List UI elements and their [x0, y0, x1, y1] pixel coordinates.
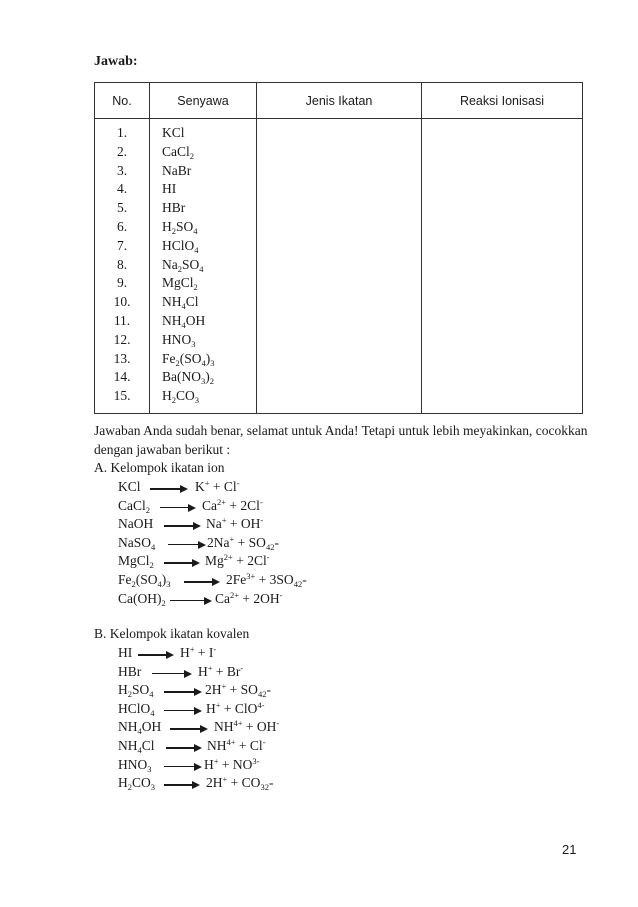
equation-products: $NH^{4+} + OH^-$	[214, 718, 280, 735]
page-heading: Jawab:	[94, 54, 138, 69]
equation-products: Na+ + OH-	[206, 515, 264, 532]
ionization-cell	[422, 143, 582, 162]
equation-reactant: KCl	[118, 479, 141, 494]
compound-formula: HBr	[162, 200, 186, 216]
equation-reactant: HI	[118, 645, 133, 660]
equation-reactant: NaSO$_4$	[118, 534, 156, 552]
bond-type-cell	[257, 350, 421, 369]
reaction-arrow-icon	[168, 544, 206, 546]
reaction-arrow-icon	[170, 728, 208, 730]
bond-type-cell	[257, 162, 421, 181]
reaction-arrow-icon	[164, 562, 200, 564]
bond-type-cell	[257, 368, 421, 387]
no-column	[95, 119, 150, 414]
equation-reactant: $H_2SO_4$	[118, 682, 154, 700]
ionization-cell	[422, 331, 582, 350]
row-number: 1.	[116, 125, 128, 140]
ionization-cell	[422, 350, 582, 369]
equation-reactant: $H_2CO_3$	[118, 775, 156, 793]
row-number: 9.	[116, 275, 128, 291]
equation-products: $NH^{4+} + Cl^-$	[207, 736, 266, 753]
equation-reactant: $Fe_2(SO_4)_3$	[118, 571, 171, 589]
equation-products: $2Na^+ + SO_{42}-$	[207, 533, 279, 552]
table-body-row	[95, 119, 583, 414]
row-number: 6.	[116, 218, 128, 234]
page-number: 21	[562, 842, 577, 857]
section-b-title: B. Kelompok ikatan kovalen	[94, 626, 250, 641]
section-a-title: A. Kelompok ikatan ion	[94, 460, 225, 475]
equation-reactant: $NH_4OH$	[118, 719, 162, 737]
bond-type-column	[257, 119, 422, 414]
row-number: 5.	[116, 200, 128, 216]
compound-formula: $NH_4OH$	[162, 312, 206, 330]
row-number: 15.	[113, 388, 131, 404]
row-number: 10.	[113, 294, 131, 310]
compound-formula: $Ba(NO_3)_2$	[162, 369, 214, 387]
bond-type-cell	[257, 237, 421, 256]
reaction-arrow-icon	[150, 488, 188, 490]
equation-products: H+ + Br-	[198, 662, 244, 679]
equation-reactant: $HNO_3$	[118, 756, 152, 774]
compound-formula: NaBr	[162, 162, 192, 178]
row-number: 8.	[116, 256, 128, 272]
equation-products: $Mg^{2+} + 2Cl^-$	[205, 552, 270, 569]
compound-formula: CaCl$_2$	[162, 143, 195, 161]
equation-products: $2Fe^{3+} + 3SO_{42}-$	[226, 570, 307, 589]
row-number: 13.	[113, 350, 131, 366]
reaction-arrow-icon	[164, 710, 202, 712]
header-ionization: Reaksi Ionisasi	[422, 83, 583, 119]
bond-type-cell	[257, 331, 421, 350]
compound-formula: $Na_2SO_4$	[162, 256, 204, 274]
bond-type-cell	[257, 312, 421, 331]
ionization-cell	[422, 162, 582, 181]
equation-products: $2H^+ + SO_{42}-$	[205, 681, 271, 700]
reaction-arrow-icon	[160, 507, 196, 509]
reaction-arrow-icon	[164, 691, 202, 693]
header-compound: Senyawa	[150, 83, 257, 119]
ionization-cell	[422, 256, 582, 275]
reaction-arrow-icon	[164, 784, 200, 786]
equation-products: $H^+ + NO^{3-}$	[204, 755, 260, 772]
equation-reactant: $Ca(OH)_2$	[118, 590, 166, 608]
compound-formula: $Fe_2(SO_4)_3$	[162, 350, 215, 368]
table-header-row	[95, 83, 583, 119]
bond-type-cell	[257, 256, 421, 275]
header-no: No.	[95, 83, 150, 119]
ionization-cell	[422, 199, 582, 218]
reaction-arrow-icon	[164, 766, 202, 768]
ionization-cell	[422, 312, 582, 331]
compound-formula: $NH_4Cl$	[162, 294, 199, 312]
ionization-column	[422, 119, 583, 414]
equation-reactant: HClO$_4$	[118, 700, 155, 718]
equation-products: H+ + I-	[180, 644, 217, 660]
explanation-paragraph: Jawaban Anda sudah benar, selamat untuk Anda! Tetapi untuk lebih meyakinkan, cocokkan dengan jawaban berikut :	[94, 423, 588, 457]
compound-formula: $H_2SO_4$	[162, 218, 198, 236]
reaction-arrow-icon	[170, 600, 212, 602]
ionization-cell	[422, 124, 582, 143]
bond-type-cell	[257, 293, 421, 312]
bond-type-cell	[257, 143, 421, 162]
bond-type-cell	[257, 124, 421, 143]
row-number: 14.	[113, 369, 131, 385]
equation-reactant: HBr	[118, 663, 142, 679]
bond-type-cell	[257, 180, 421, 199]
compound-formula: HI	[162, 181, 177, 197]
compound-formula: HClO$_4$	[162, 237, 199, 255]
ionization-cell	[422, 368, 582, 387]
reaction-arrow-icon	[138, 654, 174, 656]
reaction-arrow-icon	[184, 581, 220, 583]
row-number: 3.	[116, 162, 128, 178]
compound-table	[94, 82, 583, 414]
reaction-arrow-icon	[152, 673, 192, 675]
equation-reactant: NaOH	[118, 516, 154, 532]
compound-formula: $HNO_3$	[162, 331, 196, 349]
ionization-cell	[422, 237, 582, 256]
compound-formula: KCl	[162, 125, 185, 140]
ionization-cell	[422, 387, 582, 406]
ionization-cell	[422, 180, 582, 199]
ionization-cell	[422, 293, 582, 312]
equation-products: $2H^+ + CO_{32}-$	[206, 774, 274, 793]
compound-formula: MgCl$_2$	[162, 275, 198, 293]
header-bond-type: Jenis Ikatan	[257, 83, 422, 119]
equation-reactant: $NH_4Cl$	[118, 737, 155, 755]
bond-type-cell	[257, 218, 421, 237]
bond-type-cell	[257, 387, 421, 406]
ionization-cell	[422, 218, 582, 237]
equation-products: K+ + Cl-	[195, 478, 240, 494]
reaction-arrow-icon	[164, 525, 201, 527]
ionization-cell	[422, 274, 582, 293]
reaction-arrow-icon	[166, 747, 202, 749]
row-number: 12.	[113, 331, 131, 347]
bond-type-cell	[257, 199, 421, 218]
compound-formula: $H_2CO_3$	[162, 388, 200, 406]
compound-column	[150, 119, 257, 414]
equation-reactant: CaCl$_2$	[118, 497, 151, 515]
equation-reactant: MgCl$_2$	[118, 553, 154, 571]
equation-products: $Ca^{2+} + 2Cl^-$	[202, 496, 263, 513]
equation-products: $Ca^{2+} + 2OH^-$	[215, 589, 283, 606]
equation-products: H+ + ClO$^{4-}$	[206, 699, 265, 716]
row-number: 11.	[113, 312, 131, 328]
row-number: 2.	[116, 143, 128, 159]
bond-type-cell	[257, 274, 421, 293]
row-number: 7.	[116, 237, 128, 253]
row-number: 4.	[116, 181, 128, 197]
